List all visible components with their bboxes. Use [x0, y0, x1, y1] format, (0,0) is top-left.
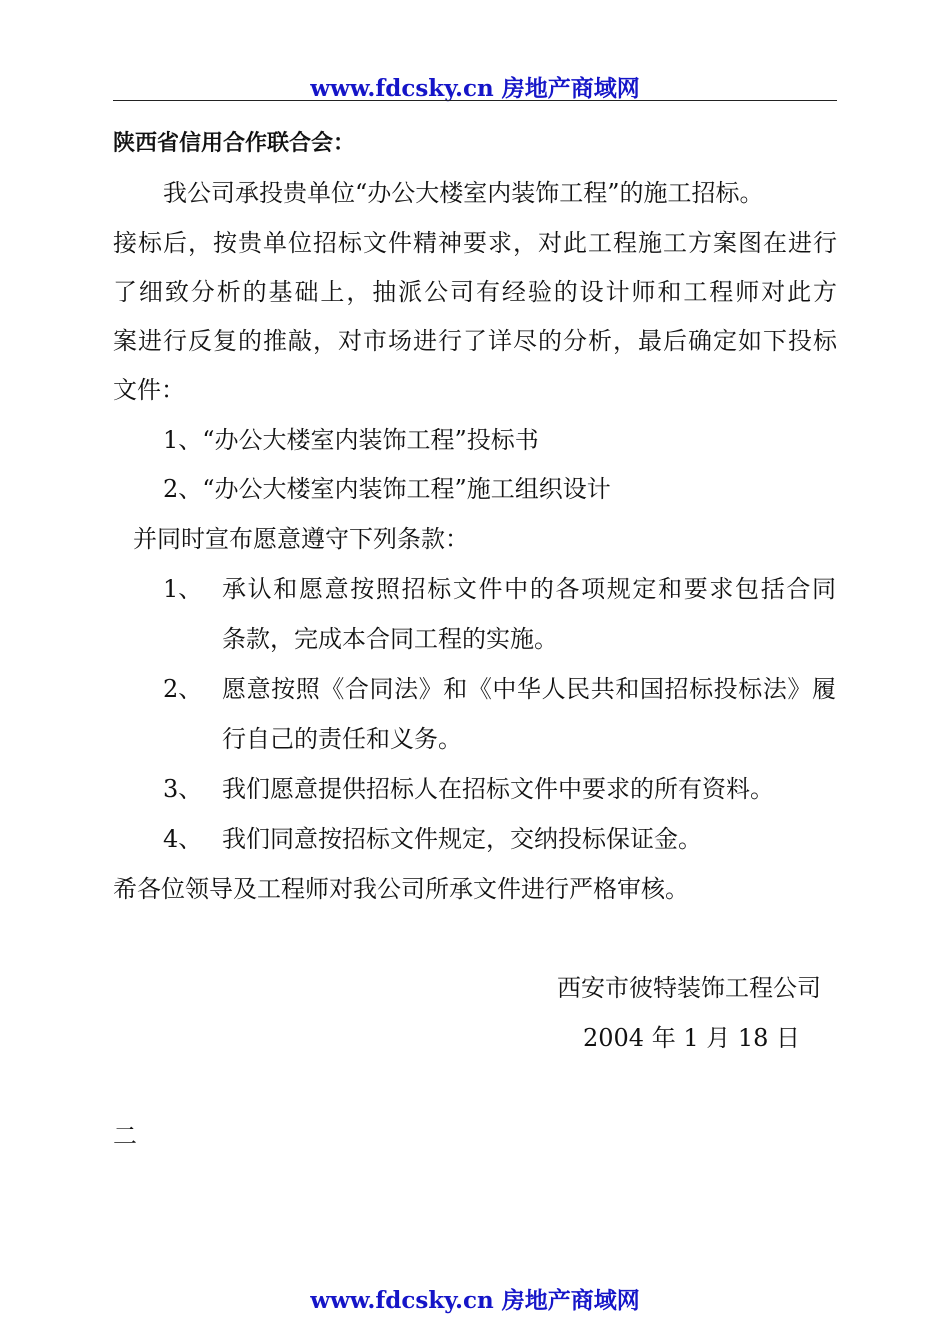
clause-2-number: 2、	[163, 675, 203, 703]
section-marker: 二	[113, 1122, 137, 1150]
document-item-1: 1、“办公大楼室内装饰工程”投标书	[163, 426, 539, 454]
page-header	[0, 70, 950, 103]
intro-line-2: 接标后，按贵单位招标文件精神要求，对此工程施工方案图在进行	[113, 229, 837, 257]
clause-1-line-2: 条款，完成本合同工程的实施。	[222, 625, 558, 653]
clause-4-number: 4、	[163, 825, 203, 853]
declaration-line: 并同时宣布愿意遵守下列条款：	[133, 525, 469, 553]
clause-2-line-1: 愿意按照《合同法》和《中华人民共和国招标投标法》履	[222, 675, 836, 703]
intro-line-4: 案进行反复的推敲，对市场进行了详尽的分析，最后确定如下投标	[113, 327, 837, 355]
clause-3-number: 3、	[163, 775, 203, 803]
closing-line: 希各位领导及工程师对我公司所承文件进行严格审核。	[113, 875, 689, 903]
intro-line-3: 了细致分析的基础上，抽派公司有经验的设计师和工程师对此方	[113, 278, 837, 306]
document-item-2: 2、“办公大楼室内装饰工程”施工组织设计	[163, 475, 611, 503]
clause-1-number: 1、	[163, 575, 203, 603]
footer-url[interactable]: www.fdcsky.cn	[310, 1287, 494, 1314]
page-footer	[0, 1282, 950, 1315]
header-site-name[interactable]: 房地产商域网	[501, 75, 640, 102]
signature-company: 西安市彼特装饰工程公司	[557, 974, 821, 1002]
clause-4-line-1: 我们同意按招标文件规定，交纳投标保证金。	[222, 825, 702, 853]
clause-1-line-1: 承认和愿意按照招标文件中的各项规定和要求包括合同	[222, 575, 836, 603]
header-divider	[113, 100, 837, 101]
signature-date: 2004 年 1 月 18 日	[583, 1024, 801, 1052]
header-url[interactable]: www.fdcsky.cn	[310, 75, 494, 102]
clause-3-line-1: 我们愿意提供招标人在招标文件中要求的所有资料。	[222, 775, 774, 803]
footer-site-name[interactable]: 房地产商域网	[501, 1287, 640, 1314]
clause-2-line-2: 行自己的责任和义务。	[222, 725, 462, 753]
intro-line-5: 文件：	[113, 376, 185, 404]
letter-addressee: 陕西省信用合作联合会：	[113, 130, 356, 156]
intro-line-1: 我公司承投贵单位“办公大楼室内装饰工程”的施工招标。	[163, 179, 764, 207]
